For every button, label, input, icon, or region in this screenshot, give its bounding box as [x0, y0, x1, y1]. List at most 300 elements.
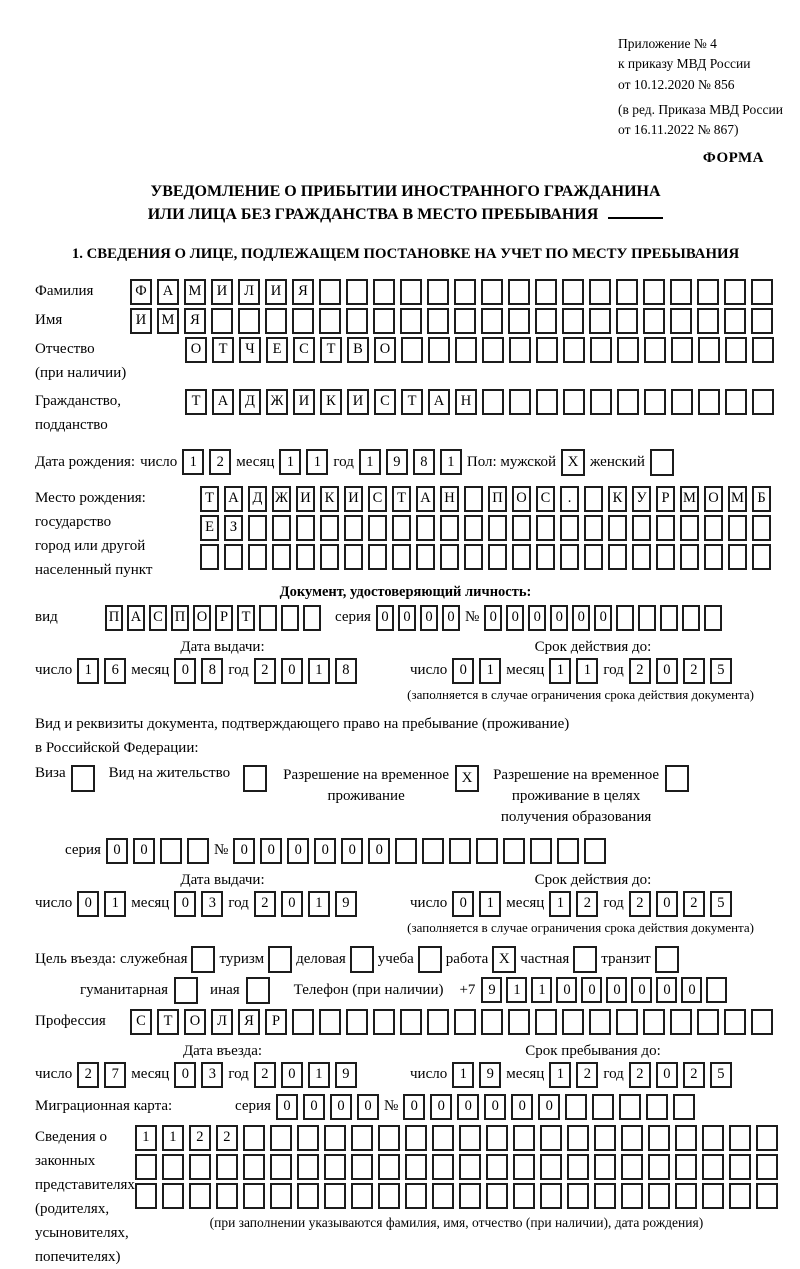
rvp-valid-month-cell[interactable]: 2 — [576, 891, 598, 917]
citizenship-cell[interactable]: Т — [185, 389, 207, 415]
doc-valid-year-cell[interactable]: 2 — [629, 658, 651, 684]
citizenship-cell[interactable] — [725, 389, 747, 415]
birthplace-cell[interactable] — [296, 544, 315, 570]
rvp-number-cell[interactable]: 0 — [260, 838, 282, 864]
patronymic-cell[interactable] — [563, 337, 585, 363]
surname-cell[interactable]: М — [184, 279, 206, 305]
rvp-valid-day-cell[interactable]: 0 — [452, 891, 474, 917]
birthplace-cell[interactable] — [608, 515, 627, 541]
purpose-private-checkbox[interactable] — [573, 946, 597, 973]
representative-cell[interactable] — [756, 1154, 778, 1180]
citizenship-cell[interactable] — [536, 389, 558, 415]
citizenship-cell[interactable]: С — [374, 389, 396, 415]
representative-cell[interactable] — [702, 1125, 724, 1151]
surname-cell[interactable] — [697, 279, 719, 305]
representative-cell[interactable] — [675, 1183, 697, 1209]
migration-series-cell[interactable]: 0 — [357, 1094, 379, 1120]
birthplace-cell[interactable] — [560, 515, 579, 541]
profession-cell[interactable]: Я — [238, 1009, 260, 1035]
citizenship-cell[interactable] — [482, 389, 504, 415]
birth-year-cell[interactable]: 1 — [359, 449, 381, 475]
citizenship-cell[interactable] — [698, 389, 720, 415]
profession-cell[interactable] — [319, 1009, 341, 1035]
patronymic-cell[interactable] — [590, 337, 612, 363]
patronymic-cell[interactable] — [455, 337, 477, 363]
doc-valid-month-cell[interactable]: 1 — [576, 658, 598, 684]
citizenship-cell[interactable]: К — [320, 389, 342, 415]
doc-number-cell[interactable]: 0 — [572, 605, 590, 631]
representative-cell[interactable] — [324, 1183, 346, 1209]
birthplace-cell[interactable]: О — [704, 486, 723, 512]
birthplace-cell[interactable] — [392, 515, 411, 541]
representative-cell[interactable] — [675, 1125, 697, 1151]
birthplace-cell[interactable]: И — [296, 486, 315, 512]
birthplace-cell[interactable] — [440, 515, 459, 541]
citizenship-cell[interactable]: Ж — [266, 389, 288, 415]
stay-year-cell[interactable]: 5 — [710, 1062, 732, 1088]
doc-type-cell[interactable]: О — [193, 605, 211, 631]
representative-cell[interactable] — [621, 1154, 643, 1180]
temp-residence-permit-checkbox[interactable]: X — [455, 765, 479, 792]
birthplace-cell[interactable] — [488, 515, 507, 541]
profession-cell[interactable] — [427, 1009, 449, 1035]
birthplace-cell[interactable] — [272, 544, 291, 570]
representative-cell[interactable] — [162, 1154, 184, 1180]
rvp-issue-month-cell[interactable]: 0 — [174, 891, 196, 917]
birthplace-cell[interactable] — [464, 486, 483, 512]
stay-year-cell[interactable]: 0 — [656, 1062, 678, 1088]
doc-issue-day-cell[interactable]: 1 — [77, 658, 99, 684]
birthplace-cell[interactable]: М — [680, 486, 699, 512]
representative-cell[interactable] — [540, 1125, 562, 1151]
given-name-cell[interactable] — [427, 308, 449, 334]
doc-issue-year-cell[interactable]: 1 — [308, 658, 330, 684]
purpose-other-checkbox[interactable] — [246, 977, 270, 1004]
doc-number-cell[interactable] — [682, 605, 700, 631]
citizenship-cell[interactable] — [671, 389, 693, 415]
stay-year-cell[interactable]: 2 — [629, 1062, 651, 1088]
given-name-cell[interactable]: Я — [184, 308, 206, 334]
rvp-series-cell[interactable] — [160, 838, 182, 864]
doc-issue-year-cell[interactable]: 2 — [254, 658, 276, 684]
given-name-cell[interactable] — [697, 308, 719, 334]
rvp-issue-year-cell[interactable]: 9 — [335, 891, 357, 917]
surname-cell[interactable]: Ф — [130, 279, 152, 305]
patronymic-cell[interactable] — [644, 337, 666, 363]
birthplace-cell[interactable]: Р — [656, 486, 675, 512]
phone-digit-cell[interactable]: 0 — [681, 977, 702, 1003]
rvp-series-cell[interactable] — [187, 838, 209, 864]
representative-cell[interactable] — [486, 1125, 508, 1151]
patronymic-cell[interactable] — [617, 337, 639, 363]
patronymic-cell[interactable]: О — [185, 337, 207, 363]
patronymic-cell[interactable]: Т — [212, 337, 234, 363]
rvp-valid-year-cell[interactable]: 2 — [683, 891, 705, 917]
surname-cell[interactable] — [724, 279, 746, 305]
patronymic-cell[interactable] — [725, 337, 747, 363]
representative-cell[interactable] — [405, 1125, 427, 1151]
representative-cell[interactable] — [405, 1154, 427, 1180]
representative-cell[interactable] — [378, 1154, 400, 1180]
given-name-cell[interactable] — [454, 308, 476, 334]
patronymic-cell[interactable]: Е — [266, 337, 288, 363]
phone-digit-cell[interactable]: 1 — [531, 977, 552, 1003]
purpose-transit-checkbox[interactable] — [655, 946, 679, 973]
doc-valid-day-cell[interactable]: 1 — [479, 658, 501, 684]
profession-cell[interactable] — [454, 1009, 476, 1035]
phone-digit-cell[interactable]: 0 — [606, 977, 627, 1003]
representative-cell[interactable] — [648, 1183, 670, 1209]
profession-cell[interactable]: О — [184, 1009, 206, 1035]
rvp-number-cell[interactable]: 0 — [287, 838, 309, 864]
birthplace-cell[interactable] — [224, 544, 243, 570]
profession-cell[interactable] — [616, 1009, 638, 1035]
representative-cell[interactable] — [324, 1125, 346, 1151]
representative-cell[interactable] — [675, 1154, 697, 1180]
doc-issue-year-cell[interactable]: 0 — [281, 658, 303, 684]
representative-cell[interactable] — [216, 1183, 238, 1209]
doc-series-cell[interactable]: 0 — [376, 605, 394, 631]
representative-cell[interactable] — [189, 1154, 211, 1180]
rvp-number-cell[interactable]: 0 — [314, 838, 336, 864]
profession-cell[interactable] — [589, 1009, 611, 1035]
entry-year-cell[interactable]: 2 — [254, 1062, 276, 1088]
birthplace-cell[interactable] — [512, 515, 531, 541]
birthplace-cell[interactable] — [512, 544, 531, 570]
birthplace-cell[interactable] — [248, 544, 267, 570]
representative-cell[interactable] — [648, 1125, 670, 1151]
profession-cell[interactable] — [562, 1009, 584, 1035]
doc-valid-year-cell[interactable]: 0 — [656, 658, 678, 684]
birthplace-cell[interactable] — [584, 515, 603, 541]
birthplace-cell[interactable] — [680, 544, 699, 570]
doc-number-cell[interactable] — [616, 605, 634, 631]
representative-cell[interactable] — [189, 1183, 211, 1209]
entry-day-cell[interactable]: 7 — [104, 1062, 126, 1088]
given-name-cell[interactable] — [670, 308, 692, 334]
migration-series-cell[interactable]: 0 — [276, 1094, 298, 1120]
patronymic-cell[interactable] — [428, 337, 450, 363]
surname-cell[interactable]: И — [265, 279, 287, 305]
profession-cell[interactable] — [535, 1009, 557, 1035]
profession-cell[interactable] — [481, 1009, 503, 1035]
surname-cell[interactable] — [481, 279, 503, 305]
rvp-number-cell[interactable] — [395, 838, 417, 864]
patronymic-cell[interactable] — [536, 337, 558, 363]
surname-cell[interactable] — [643, 279, 665, 305]
doc-number-cell[interactable]: 0 — [484, 605, 502, 631]
doc-type-cell[interactable]: А — [127, 605, 145, 631]
representative-cell[interactable] — [756, 1125, 778, 1151]
representative-cell[interactable] — [243, 1125, 265, 1151]
rvp-series-cell[interactable]: 0 — [133, 838, 155, 864]
birthplace-cell[interactable] — [584, 544, 603, 570]
given-name-cell[interactable] — [400, 308, 422, 334]
given-name-cell[interactable] — [292, 308, 314, 334]
doc-number-cell[interactable]: 0 — [528, 605, 546, 631]
migration-number-cell[interactable] — [646, 1094, 668, 1120]
entry-year-cell[interactable]: 9 — [335, 1062, 357, 1088]
migration-number-cell[interactable] — [565, 1094, 587, 1120]
citizenship-cell[interactable]: Н — [455, 389, 477, 415]
birthplace-cell[interactable] — [584, 486, 603, 512]
birthplace-cell[interactable]: Т — [392, 486, 411, 512]
patronymic-cell[interactable]: С — [293, 337, 315, 363]
representative-cell[interactable] — [648, 1154, 670, 1180]
representative-cell[interactable] — [432, 1183, 454, 1209]
birthplace-cell[interactable] — [656, 544, 675, 570]
rvp-number-cell[interactable] — [449, 838, 471, 864]
birthplace-cell[interactable] — [728, 515, 747, 541]
birthplace-cell[interactable] — [416, 544, 435, 570]
profession-cell[interactable] — [292, 1009, 314, 1035]
birthplace-cell[interactable]: О — [512, 486, 531, 512]
given-name-cell[interactable] — [481, 308, 503, 334]
birthplace-cell[interactable] — [440, 544, 459, 570]
entry-year-cell[interactable]: 1 — [308, 1062, 330, 1088]
birthplace-cell[interactable] — [272, 515, 291, 541]
rvp-valid-year-cell[interactable]: 5 — [710, 891, 732, 917]
patronymic-cell[interactable] — [698, 337, 720, 363]
patronymic-cell[interactable] — [509, 337, 531, 363]
patronymic-cell[interactable] — [401, 337, 423, 363]
surname-cell[interactable] — [535, 279, 557, 305]
citizenship-cell[interactable] — [617, 389, 639, 415]
rvp-number-cell[interactable] — [530, 838, 552, 864]
surname-cell[interactable] — [508, 279, 530, 305]
representative-cell[interactable] — [270, 1154, 292, 1180]
sex-female-checkbox[interactable] — [650, 449, 674, 476]
birthplace-cell[interactable]: К — [608, 486, 627, 512]
representative-cell[interactable] — [540, 1154, 562, 1180]
migration-number-cell[interactable]: 0 — [457, 1094, 479, 1120]
representative-cell[interactable] — [459, 1154, 481, 1180]
migration-number-cell[interactable] — [592, 1094, 614, 1120]
patronymic-cell[interactable]: Т — [320, 337, 342, 363]
birthplace-cell[interactable] — [344, 515, 363, 541]
representative-cell[interactable] — [729, 1154, 751, 1180]
doc-issue-day-cell[interactable]: 6 — [104, 658, 126, 684]
doc-number-cell[interactable] — [660, 605, 678, 631]
birthplace-cell[interactable]: . — [560, 486, 579, 512]
profession-cell[interactable] — [697, 1009, 719, 1035]
representative-cell[interactable] — [459, 1125, 481, 1151]
given-name-cell[interactable] — [616, 308, 638, 334]
rvp-valid-year-cell[interactable]: 0 — [656, 891, 678, 917]
migration-number-cell[interactable]: 0 — [430, 1094, 452, 1120]
rvp-number-cell[interactable]: 0 — [368, 838, 390, 864]
entry-month-cell[interactable]: 3 — [201, 1062, 223, 1088]
representative-cell[interactable] — [756, 1183, 778, 1209]
migration-number-cell[interactable]: 0 — [538, 1094, 560, 1120]
representative-cell[interactable] — [324, 1154, 346, 1180]
birthplace-cell[interactable]: Д — [248, 486, 267, 512]
rvp-issue-month-cell[interactable]: 3 — [201, 891, 223, 917]
phone-digit-cell[interactable]: 0 — [631, 977, 652, 1003]
representative-cell[interactable] — [702, 1154, 724, 1180]
profession-cell[interactable] — [373, 1009, 395, 1035]
representative-cell[interactable] — [729, 1183, 751, 1209]
rvp-issue-day-cell[interactable]: 0 — [77, 891, 99, 917]
birthplace-cell[interactable] — [560, 544, 579, 570]
representative-cell[interactable] — [594, 1154, 616, 1180]
doc-type-cell[interactable] — [259, 605, 277, 631]
birthplace-cell[interactable] — [752, 515, 771, 541]
given-name-cell[interactable] — [319, 308, 341, 334]
birthplace-cell[interactable] — [608, 544, 627, 570]
birthplace-cell[interactable] — [368, 515, 387, 541]
given-name-cell[interactable] — [238, 308, 260, 334]
rvp-number-cell[interactable] — [584, 838, 606, 864]
doc-issue-month-cell[interactable]: 0 — [174, 658, 196, 684]
birthplace-cell[interactable] — [344, 544, 363, 570]
stay-month-cell[interactable]: 2 — [576, 1062, 598, 1088]
patronymic-cell[interactable]: Ч — [239, 337, 261, 363]
birthplace-cell[interactable] — [752, 544, 771, 570]
phone-digit-cell[interactable]: 0 — [556, 977, 577, 1003]
citizenship-cell[interactable]: И — [293, 389, 315, 415]
birthplace-cell[interactable]: Ж — [272, 486, 291, 512]
doc-valid-month-cell[interactable]: 1 — [549, 658, 571, 684]
birthplace-cell[interactable]: К — [320, 486, 339, 512]
migration-number-cell[interactable]: 0 — [403, 1094, 425, 1120]
given-name-cell[interactable] — [346, 308, 368, 334]
patronymic-cell[interactable] — [671, 337, 693, 363]
birthplace-cell[interactable] — [656, 515, 675, 541]
birthplace-cell[interactable] — [392, 544, 411, 570]
entry-year-cell[interactable]: 0 — [281, 1062, 303, 1088]
representative-cell[interactable] — [243, 1183, 265, 1209]
surname-cell[interactable] — [400, 279, 422, 305]
birthplace-cell[interactable]: С — [368, 486, 387, 512]
surname-cell[interactable] — [616, 279, 638, 305]
representative-cell[interactable] — [594, 1125, 616, 1151]
residence-permit-checkbox[interactable] — [243, 765, 267, 792]
profession-cell[interactable] — [751, 1009, 773, 1035]
given-name-cell[interactable] — [265, 308, 287, 334]
representative-cell[interactable] — [513, 1125, 535, 1151]
profession-cell[interactable] — [643, 1009, 665, 1035]
stay-month-cell[interactable]: 1 — [549, 1062, 571, 1088]
birthplace-cell[interactable]: И — [344, 486, 363, 512]
rvp-valid-day-cell[interactable]: 1 — [479, 891, 501, 917]
representative-cell[interactable] — [594, 1183, 616, 1209]
birthplace-cell[interactable]: П — [488, 486, 507, 512]
doc-type-cell[interactable]: Р — [215, 605, 233, 631]
representative-cell[interactable] — [513, 1183, 535, 1209]
birthplace-cell[interactable]: М — [728, 486, 747, 512]
citizenship-cell[interactable] — [644, 389, 666, 415]
doc-number-cell[interactable]: 0 — [506, 605, 524, 631]
patronymic-cell[interactable]: В — [347, 337, 369, 363]
birthplace-cell[interactable]: С — [536, 486, 555, 512]
given-name-cell[interactable] — [373, 308, 395, 334]
given-name-cell[interactable]: И — [130, 308, 152, 334]
representative-cell[interactable]: 2 — [216, 1125, 238, 1151]
representative-cell[interactable] — [351, 1154, 373, 1180]
representative-cell[interactable] — [513, 1154, 535, 1180]
doc-valid-day-cell[interactable]: 0 — [452, 658, 474, 684]
birthplace-cell[interactable] — [296, 515, 315, 541]
birthplace-cell[interactable]: А — [416, 486, 435, 512]
birthplace-cell[interactable]: Б — [752, 486, 771, 512]
given-name-cell[interactable] — [508, 308, 530, 334]
given-name-cell[interactable] — [751, 308, 773, 334]
visa-checkbox[interactable] — [71, 765, 95, 792]
representative-cell[interactable] — [297, 1183, 319, 1209]
given-name-cell[interactable]: М — [157, 308, 179, 334]
phone-digit-cell[interactable]: 0 — [581, 977, 602, 1003]
birthplace-cell[interactable] — [728, 544, 747, 570]
representative-cell[interactable] — [405, 1183, 427, 1209]
rvp-number-cell[interactable] — [557, 838, 579, 864]
citizenship-cell[interactable] — [752, 389, 774, 415]
birth-day-cell[interactable]: 2 — [209, 449, 231, 475]
representative-cell[interactable] — [162, 1183, 184, 1209]
citizenship-cell[interactable]: Д — [239, 389, 261, 415]
representative-cell[interactable] — [216, 1154, 238, 1180]
rvp-issue-day-cell[interactable]: 1 — [104, 891, 126, 917]
birthplace-cell[interactable] — [248, 515, 267, 541]
doc-type-cell[interactable]: Т — [237, 605, 255, 631]
profession-cell[interactable] — [346, 1009, 368, 1035]
birthplace-cell[interactable] — [464, 515, 483, 541]
representative-cell[interactable]: 2 — [189, 1125, 211, 1151]
surname-cell[interactable] — [589, 279, 611, 305]
doc-series-cell[interactable]: 0 — [420, 605, 438, 631]
rvp-number-cell[interactable]: 0 — [233, 838, 255, 864]
representative-cell[interactable] — [567, 1154, 589, 1180]
birthplace-cell[interactable]: Е — [200, 515, 219, 541]
profession-cell[interactable] — [400, 1009, 422, 1035]
entry-month-cell[interactable]: 0 — [174, 1062, 196, 1088]
rvp-issue-year-cell[interactable]: 2 — [254, 891, 276, 917]
birth-year-cell[interactable]: 8 — [413, 449, 435, 475]
birthplace-cell[interactable] — [536, 544, 555, 570]
birthplace-cell[interactable] — [416, 515, 435, 541]
profession-cell[interactable] — [508, 1009, 530, 1035]
citizenship-cell[interactable] — [590, 389, 612, 415]
patronymic-cell[interactable]: О — [374, 337, 396, 363]
rvp-valid-year-cell[interactable]: 2 — [629, 891, 651, 917]
representative-cell[interactable] — [432, 1154, 454, 1180]
rvp-number-cell[interactable] — [422, 838, 444, 864]
doc-number-cell[interactable]: 0 — [594, 605, 612, 631]
citizenship-cell[interactable]: А — [428, 389, 450, 415]
doc-valid-year-cell[interactable]: 5 — [710, 658, 732, 684]
representative-cell[interactable] — [351, 1183, 373, 1209]
doc-issue-year-cell[interactable]: 8 — [335, 658, 357, 684]
representative-cell[interactable] — [135, 1183, 157, 1209]
profession-cell[interactable]: Л — [211, 1009, 233, 1035]
representative-cell[interactable] — [459, 1183, 481, 1209]
migration-number-cell[interactable] — [619, 1094, 641, 1120]
birthplace-cell[interactable] — [320, 544, 339, 570]
patronymic-cell[interactable] — [752, 337, 774, 363]
surname-cell[interactable] — [454, 279, 476, 305]
given-name-cell[interactable] — [211, 308, 233, 334]
surname-cell[interactable] — [373, 279, 395, 305]
patronymic-cell[interactable] — [482, 337, 504, 363]
surname-cell[interactable] — [562, 279, 584, 305]
rvp-number-cell[interactable]: 0 — [341, 838, 363, 864]
representative-cell[interactable] — [621, 1183, 643, 1209]
representative-cell[interactable]: 1 — [162, 1125, 184, 1151]
phone-digit-cell[interactable]: 1 — [506, 977, 527, 1003]
surname-cell[interactable]: А — [157, 279, 179, 305]
birthplace-cell[interactable] — [488, 544, 507, 570]
representative-cell[interactable] — [621, 1125, 643, 1151]
